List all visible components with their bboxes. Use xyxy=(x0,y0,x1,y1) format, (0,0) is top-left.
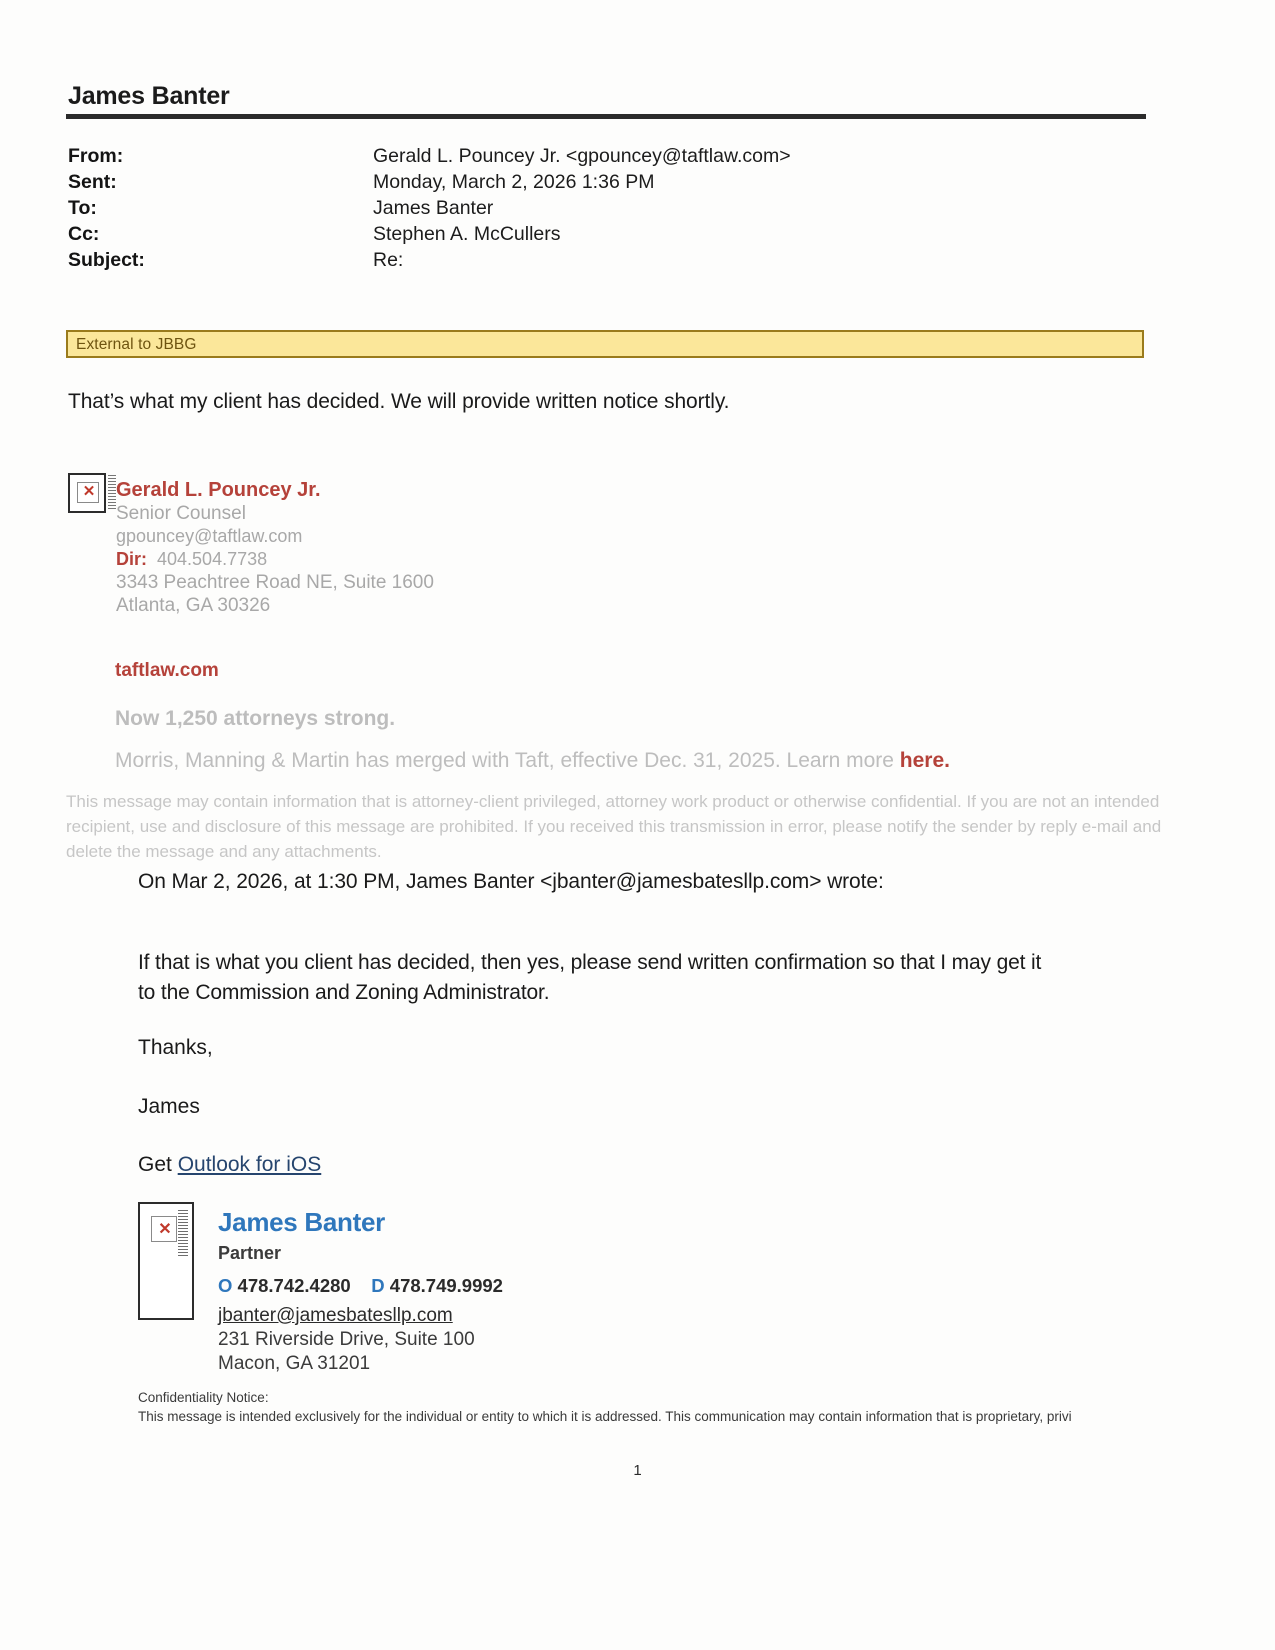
firm-merger-text: Morris, Manning & Martin has merged with Taft, effective Dec. 31, 2025. Learn more xyxy=(115,749,900,772)
confidentiality-heading: Confidentiality Notice: xyxy=(138,1390,269,1405)
broken-image-icon: ✕ xyxy=(68,473,106,513)
scan-artifact-bars-2 xyxy=(178,1210,188,1258)
header-row-subject xyxy=(68,247,791,273)
firm-website-link[interactable]: taftlaw.com xyxy=(115,660,219,681)
quoted-message-body: If that is what you client has decided, then yes, please send written confirmation so that I may get it to the Commission and Zoning Administrator. xyxy=(138,951,1042,1004)
header-row-from xyxy=(68,143,791,169)
sender-direct-label: Dir: xyxy=(116,549,147,569)
recipient-title: Partner xyxy=(218,1243,282,1263)
quoted-message-closing: Thanks, xyxy=(138,1036,213,1059)
quoted-message-signoff: James xyxy=(138,1095,200,1118)
firm-merger-link[interactable]: here. xyxy=(899,749,950,772)
header-value-from: Gerald L. Pouncey Jr. <gpouncey@taftlaw.com> xyxy=(373,145,791,167)
firm-merger-notice xyxy=(115,749,950,773)
sender-title: Senior Counsel xyxy=(116,503,246,524)
message-body-paragraph: That’s what my client has decided. We will provide written notice shortly. xyxy=(68,390,730,413)
page-number: 1 xyxy=(633,1462,642,1479)
header-row-sent xyxy=(68,169,791,195)
confidentiality-notice xyxy=(138,1388,1198,1426)
sender-email[interactable]: gpouncey@taftlaw.com xyxy=(116,526,303,546)
direct-phone-label: D xyxy=(371,1275,385,1296)
office-phone-number: 478.742.4280 xyxy=(237,1275,351,1296)
outlook-for-ios-link[interactable]: Outlook for iOS xyxy=(177,1153,322,1176)
firm-tagline: Now 1,250 attorneys strong. xyxy=(115,707,396,730)
header-value-to: James Banter xyxy=(373,197,494,219)
sender-direct-phone xyxy=(116,548,434,571)
sender-direct-number: 404.504.7738 xyxy=(157,549,268,569)
page-title: James Banter xyxy=(68,82,230,110)
header-label-sent: Sent: xyxy=(68,171,117,193)
header-value-sent: Monday, March 2, 2026 1:36 PM xyxy=(373,171,655,193)
get-outlook-line xyxy=(138,1153,321,1177)
sender-address-line-1: 3343 Peachtree Road NE, Suite 1600 xyxy=(116,572,434,593)
header-row-to xyxy=(68,195,791,221)
recipient-email-link[interactable]: jbanter@jamesbatesllp.com xyxy=(218,1305,453,1326)
recipient-address-line-1: 231 Riverside Drive, Suite 100 xyxy=(218,1329,475,1350)
broken-image-icon-2: ✕ xyxy=(138,1202,194,1320)
external-sender-banner-label: External to JBBG xyxy=(76,336,197,353)
get-outlook-prefix: Get xyxy=(138,1153,178,1176)
recipient-address-line-2: Macon, GA 31201 xyxy=(218,1353,371,1374)
header-row-cc xyxy=(68,221,791,247)
external-sender-banner xyxy=(66,330,1144,358)
confidentiality-text: This message is intended exclusively for the individual or entity to which it is addressed. This communication may contain information that is proprietary, privi xyxy=(138,1409,1072,1424)
direct-phone-number: 478.749.9992 xyxy=(389,1275,503,1296)
recipient-name: James Banter xyxy=(218,1207,385,1237)
title-divider xyxy=(66,114,1146,119)
header-label-cc: Cc: xyxy=(68,223,100,245)
office-phone-label: O xyxy=(218,1275,233,1296)
sender-address-line-2: Atlanta, GA 30326 xyxy=(116,595,271,616)
recipient-phone-row xyxy=(218,1268,503,1304)
header-label-to: To: xyxy=(68,197,97,219)
sender-name: Gerald L. Pouncey Jr. xyxy=(116,479,321,501)
header-value-cc: Stephen A. McCullers xyxy=(373,223,561,245)
scan-artifact-bars xyxy=(108,475,116,511)
header-label-subject: Subject: xyxy=(68,249,145,271)
quoted-message-header: On Mar 2, 2026, at 1:30 PM, James Banter <jbanter@jamesbatesllp.com> wrote: xyxy=(138,870,884,893)
header-value-subject: Re: xyxy=(373,249,404,271)
email-header-block xyxy=(68,143,791,273)
sender-legal-disclaimer: This message may contain information that is attorney-client privileged, attorney work product or otherwise confidential. If you are not an intended recipient, use and disclosure of this message are prohibited. If you received this transmission in error, please notify the sender by reply e-mail and delete the message and any attachments. xyxy=(66,792,1162,861)
header-label-from: From: xyxy=(68,145,124,167)
